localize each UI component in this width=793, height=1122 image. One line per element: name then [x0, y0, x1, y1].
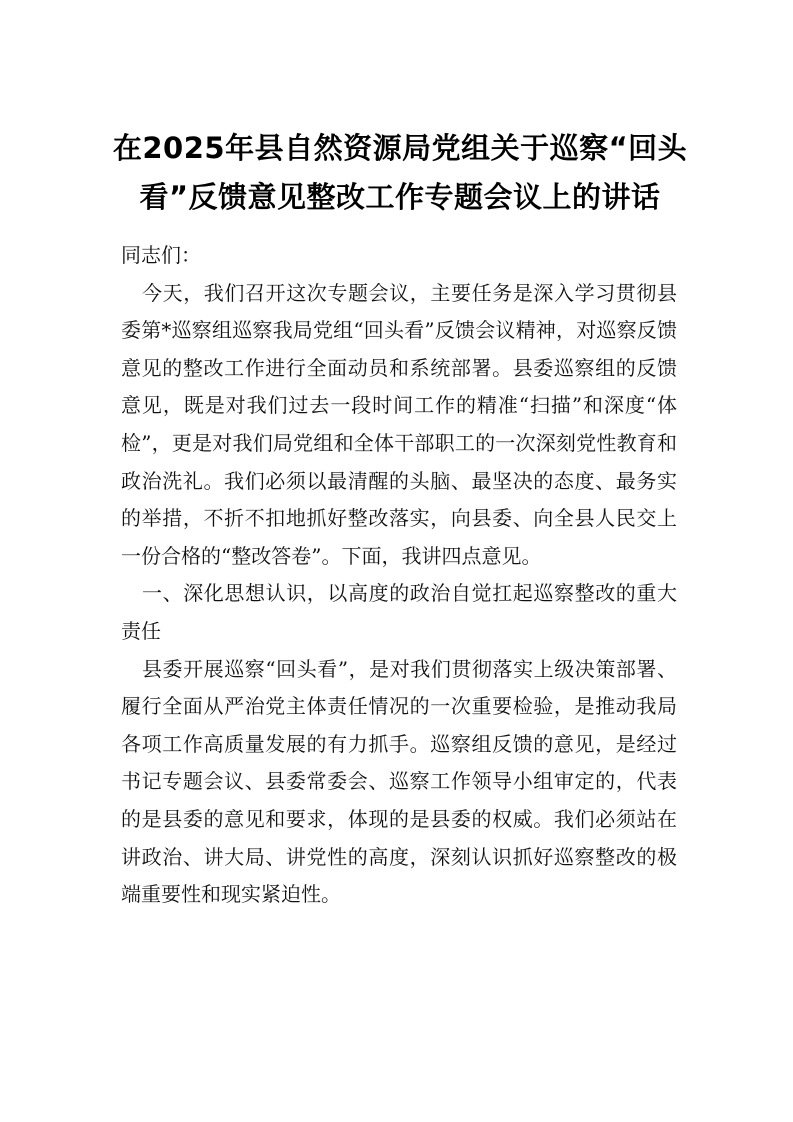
- document-title: 在2025年县自然资源局党组关于巡察“回头看”反馈意见整改工作专题会议上的讲话: [112, 131, 688, 214]
- paragraph-intro: 今天，我们召开这次专题会议，主要任务是深入学习贯彻县委第*巡察组巡察我局党组“回头看”反馈会议精神，对巡察反馈意见的整改工作进行全面动员和系统部署。县委巡察组的反馈意见，既是对我们过去一段时间工作的精准“扫描”和深度“体检”，更是对我们局党组和全体干部职工的一次深刻党性教育和政治洗礼。我们必须以最清醒的头脑、最坚决的态度、最务实的举措，不折不扣地抓好整改落实，向县委、向全县人民交上一份合格的“整改答卷”。下面，我讲四点意见。: [121, 280, 677, 568]
- salutation: 同志们：: [121, 243, 201, 267]
- section-heading-1: 一、深化思想认识，以高度的政治自觉扛起巡察整改的重大责任: [121, 581, 677, 643]
- paragraph-section-1: 县委开展巡察“回头看”，是对我们贯彻落实上级决策部署、履行全面从严治党主体责任情况的一次重要检验，是推动我局各项工作高质量发展的有力抓手。巡察组反馈的意见，是经过书记专题会议、县委常委会、巡察工作领导小组审定的，代表的是县委的意见和要求，体现的是县委的权威。我们必须站在讲政治、讲大局、讲党性的高度，深刻认识抓好巡察整改的极端重要性和现实紧迫性。: [121, 656, 677, 907]
- document-body: [121, 237, 677, 914]
